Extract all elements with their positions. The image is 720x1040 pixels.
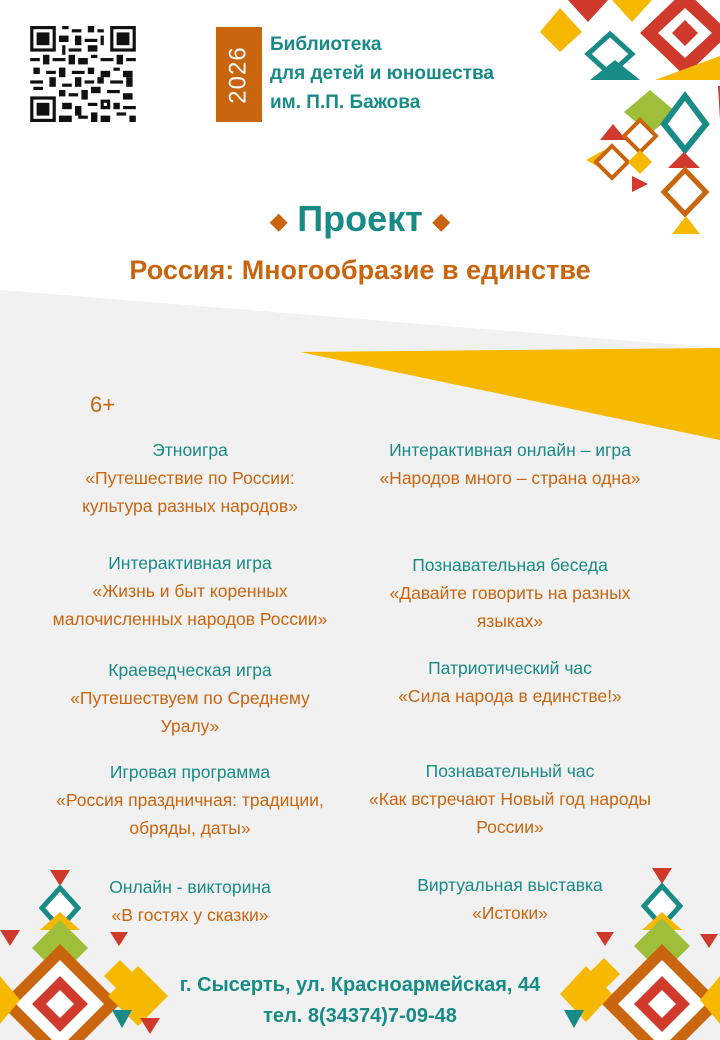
event-title: «Как встречают Новый год народы России» <box>369 789 651 837</box>
event-item <box>40 758 340 842</box>
contact-footer <box>0 970 720 1032</box>
event-item <box>360 436 660 492</box>
event-title: «Россия праздничная: традиции, обряды, даты» <box>56 790 324 838</box>
event-item <box>360 757 660 841</box>
project-heading <box>0 198 720 240</box>
event-title: «Давайте говорить на разных языках» <box>389 583 631 631</box>
event-title: «Путешествуем по Среднему Уралу» <box>70 688 310 736</box>
event-item <box>360 551 660 635</box>
project-title: Проект <box>297 198 423 239</box>
library-line-2: для детей и юношества <box>270 63 494 84</box>
year-badge <box>216 27 262 122</box>
event-item <box>40 436 340 520</box>
diamond-icon: ◆ <box>270 208 288 234</box>
age-rating: 6+ <box>90 392 116 417</box>
library-line-3: им. П.П. Бажова <box>270 92 421 113</box>
event-title: «Народов много – страна одна» <box>379 468 641 488</box>
event-type: Этноигра <box>152 440 228 460</box>
event-item <box>360 871 660 927</box>
event-title: «Жизнь и быт коренных малочисленных народов России» <box>52 581 328 629</box>
event-type: Интерактивная онлайн – игра <box>389 440 631 460</box>
phone: тел. 8(34374)7-09-48 <box>263 1005 457 1027</box>
event-title: «Истоки» <box>472 903 548 923</box>
event-item <box>360 654 660 710</box>
event-type: Виртуальная выставка <box>417 875 603 895</box>
event-item <box>40 873 340 929</box>
event-title: «Сила народа в единстве!» <box>398 686 622 706</box>
event-type: Познавательная беседа <box>412 555 608 575</box>
year-label: 2026 <box>225 45 253 104</box>
event-title: «Путешествие по России: культура разных народов» <box>82 468 298 516</box>
event-item <box>40 549 340 633</box>
event-type: Патриотический час <box>428 658 592 678</box>
qr-code <box>30 26 136 122</box>
library-name <box>270 30 494 117</box>
event-type: Краеведческая игра <box>108 660 272 680</box>
address: г. Сысерть, ул. Красноармейская, 44 <box>179 974 541 996</box>
event-title: «В гостях у сказки» <box>111 905 269 925</box>
event-type: Онлайн - викторина <box>109 877 271 897</box>
project-subtitle: Россия: Многообразие в единстве <box>129 255 591 285</box>
event-type: Игровая программа <box>109 762 271 782</box>
event-type: Познавательный час <box>425 761 595 781</box>
diamond-icon: ◆ <box>432 208 450 234</box>
event-type: Интерактивная игра <box>108 553 272 573</box>
library-line-1: Библиотека <box>270 34 382 55</box>
event-item <box>40 656 340 740</box>
